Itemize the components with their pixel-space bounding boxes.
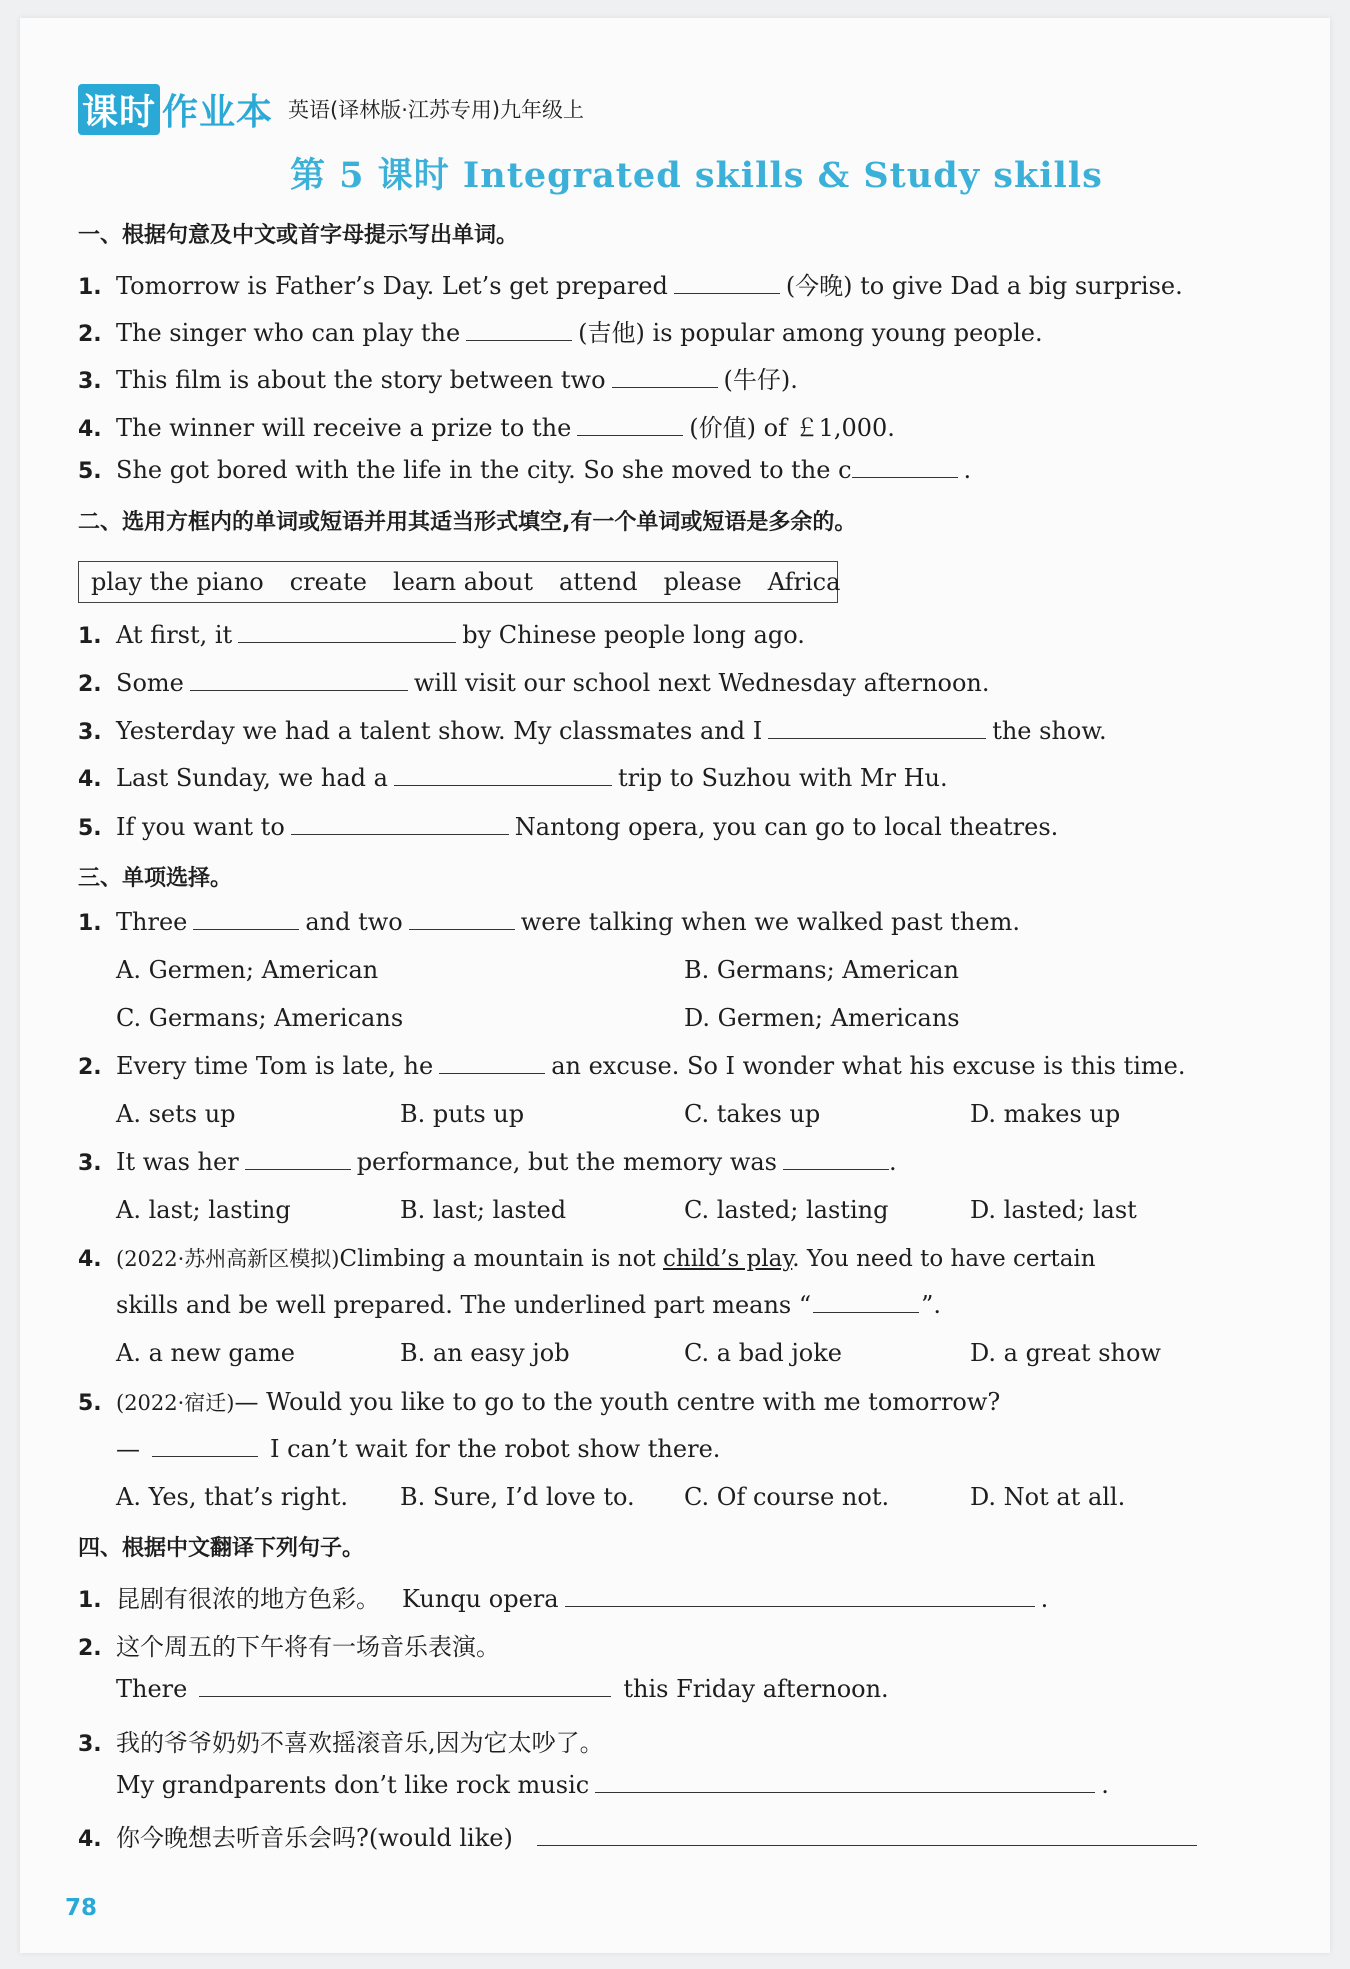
question-source: (2022·宿迁) <box>116 1391 235 1415</box>
answer-blank[interactable] <box>813 1311 919 1313</box>
item-text: Climbing a mountain is not <box>339 1246 656 1272</box>
s2-item-4 <box>78 764 948 792</box>
item-text: . You need to have certain <box>792 1246 1096 1272</box>
section3-heading: 三、单项选择。 <box>78 866 233 891</box>
mc4-option-d[interactable]: D. a great show <box>970 1339 1161 1367</box>
answer-blank[interactable] <box>394 784 612 786</box>
mc2-option-c[interactable]: C. takes up <box>684 1100 821 1128</box>
book-subtitle: 英语(译林版·江苏专用)九年级上 <box>288 98 585 122</box>
mc-question-5 <box>78 1387 1000 1417</box>
tr-item-1 <box>78 1579 1048 1614</box>
item-text: The singer who can play the <box>116 319 461 347</box>
answer-blank[interactable] <box>577 434 683 436</box>
item-number: 5. <box>78 816 102 841</box>
item-text: Kunqu opera <box>402 1585 559 1613</box>
mc-question-5-reply <box>116 1435 720 1463</box>
item-text: (价值) of ￡1,000. <box>689 414 895 442</box>
mc1-option-b[interactable]: B. Germans; American <box>684 956 959 984</box>
item-text: Some <box>116 669 184 697</box>
answer-blank[interactable] <box>238 641 456 643</box>
section4-heading: 四、根据中文翻译下列句子。 <box>78 1536 365 1561</box>
worksheet-page <box>20 18 1330 1953</box>
mc3-option-a[interactable]: A. last; lasting <box>116 1196 291 1224</box>
item-number: 2. <box>78 1636 102 1661</box>
answer-blank[interactable] <box>466 339 572 341</box>
logo-text: 作业本 <box>162 92 274 133</box>
s1-item-3 <box>78 360 798 395</box>
item-text: The winner will receive a prize to the <box>116 414 572 442</box>
word-box <box>78 561 841 603</box>
chinese-sentence: 你今晚想去听音乐会吗?(would like) <box>116 1824 513 1852</box>
item-text: Nantong opera, you can go to local theatres. <box>514 813 1059 841</box>
s1-item-4 <box>78 408 895 443</box>
chinese-sentence: 这个周五的下午将有一场音乐表演。 <box>116 1633 500 1661</box>
item-text: If you want to <box>116 813 285 841</box>
item-number: 4. <box>78 417 102 442</box>
answer-blank[interactable] <box>190 689 408 691</box>
item-text: It was her <box>116 1148 239 1176</box>
item-number: 3. <box>78 720 102 745</box>
chinese-sentence: 昆剧有很浓的地方色彩。 <box>116 1585 380 1613</box>
item-text: were talking when we walked past them. <box>520 908 1020 936</box>
item-text: This film is about the story between two <box>116 366 606 394</box>
mc-question-1 <box>78 908 1020 936</box>
answer-blank[interactable] <box>193 928 299 930</box>
tr-item-2 <box>78 1627 500 1662</box>
question-source: (2022·苏州高新区模拟) <box>116 1247 340 1271</box>
word-option: play the piano <box>91 568 264 596</box>
series-logo <box>78 84 273 135</box>
answer-blank[interactable] <box>537 1844 1197 1846</box>
item-text: skills and be well prepared. The underlined part means “ <box>116 1291 812 1319</box>
item-number: 3. <box>78 1151 102 1176</box>
answer-blank[interactable] <box>612 386 718 388</box>
item-text: (吉他) is popular among young people. <box>578 319 1043 347</box>
item-text: (今晚) to give Dad a big surprise. <box>785 272 1183 300</box>
mc2-option-d[interactable]: D. makes up <box>970 1100 1121 1128</box>
item-text: Three <box>116 908 188 936</box>
item-number: 4. <box>78 767 102 792</box>
item-text: ”. <box>921 1291 942 1319</box>
word-option: Africa <box>767 568 841 596</box>
s2-item-3 <box>78 717 1107 745</box>
item-text: Every time Tom is late, he <box>116 1052 434 1080</box>
item-text: At first, it <box>116 621 233 649</box>
answer-blank[interactable] <box>565 1605 1035 1607</box>
mc2-option-b[interactable]: B. puts up <box>400 1100 525 1128</box>
answer-blank[interactable] <box>595 1791 1095 1793</box>
item-text: I can’t wait for the robot show there. <box>270 1435 721 1463</box>
word-option: create <box>289 568 368 596</box>
item-text: Tomorrow is Father’s Day. Let’s get prepared <box>116 272 668 300</box>
item-number: 1. <box>78 624 102 649</box>
item-number: 2. <box>78 672 102 697</box>
mc4-option-a[interactable]: A. a new game <box>116 1339 295 1367</box>
item-text: the show. <box>992 717 1107 745</box>
s1-item-1 <box>78 266 1183 301</box>
mc1-option-c[interactable]: C. Germans; Americans <box>116 1004 404 1032</box>
item-text: . <box>1040 1585 1049 1613</box>
answer-blank[interactable] <box>152 1455 258 1457</box>
item-text: performance, but the memory was <box>356 1148 777 1176</box>
item-number: 5. <box>78 459 102 484</box>
word-option: attend <box>558 568 638 596</box>
tr-item-3 <box>78 1723 604 1758</box>
mc2-option-a[interactable]: A. sets up <box>116 1100 236 1128</box>
item-number: 4. <box>78 1827 102 1852</box>
mc-question-4 <box>78 1243 1096 1273</box>
item-text: There <box>116 1675 188 1703</box>
item-text: an excuse. So I wonder what his excuse is this time. <box>551 1052 1186 1080</box>
item-text: (牛仔). <box>723 366 798 394</box>
s2-item-1 <box>78 621 805 649</box>
item-text: Yesterday we had a talent show. My classmates and I <box>116 717 763 745</box>
section1-heading: 一、根据句意及中文或首字母提示写出单词。 <box>78 223 519 248</box>
answer-blank[interactable] <box>439 1072 545 1074</box>
word-option: please <box>663 568 742 596</box>
mc5-option-a[interactable]: A. Yes, that’s right. <box>116 1483 348 1511</box>
s1-item-2 <box>78 313 1043 348</box>
mc1-option-a[interactable]: A. Germen; American <box>116 956 379 984</box>
mc3-option-b[interactable]: B. last; lasted <box>400 1196 567 1224</box>
mc-question-2 <box>78 1052 1185 1080</box>
chinese-sentence: 我的爷爷奶奶不喜欢摇滚音乐,因为它太吵了。 <box>116 1729 604 1757</box>
logo-badge: 课时 <box>78 84 160 135</box>
answer-blank[interactable] <box>245 1168 351 1170</box>
mc3-option-d[interactable]: D. lasted; last <box>970 1196 1137 1224</box>
dialogue-dash: — <box>116 1435 140 1463</box>
item-number: 1. <box>78 275 102 300</box>
item-text: trip to Suzhou with Mr Hu. <box>617 764 948 792</box>
tr-item-3-answer <box>116 1771 1109 1799</box>
item-number: 3. <box>78 1732 102 1757</box>
mc1-option-d[interactable]: D. Germen; Americans <box>684 1004 960 1032</box>
mc-question-3 <box>78 1148 897 1176</box>
item-text: and two <box>305 908 403 936</box>
item-text: My grandparents don’t like rock music <box>116 1771 590 1799</box>
mc4-option-c[interactable]: C. a bad joke <box>684 1339 843 1367</box>
item-text: . <box>963 456 972 484</box>
mc3-option-c[interactable]: C. lasted; lasting <box>684 1196 889 1224</box>
s2-item-2 <box>78 669 990 697</box>
answer-blank[interactable] <box>768 737 986 739</box>
answer-blank[interactable] <box>199 1695 611 1697</box>
mc5-option-c[interactable]: C. Of course not. <box>684 1483 890 1511</box>
page-number: 78 <box>65 1895 98 1921</box>
mc4-option-b[interactable]: B. an easy job <box>400 1339 570 1367</box>
section2-heading: 二、选用方框内的单词或短语并用其适当形式填空,有一个单词或短语是多余的。 <box>78 510 857 535</box>
lesson-title: 第 5 课时 Integrated skills & Study skills <box>290 155 1103 196</box>
item-text: She got bored with the life in the city. So she moved to the c <box>116 456 852 484</box>
item-text: by Chinese people long ago. <box>462 621 805 649</box>
underlined-phrase: child’s play <box>663 1246 793 1272</box>
mc-question-4-cont <box>116 1291 941 1319</box>
item-number: 4. <box>78 1247 102 1272</box>
item-text: Last Sunday, we had a <box>116 764 388 792</box>
tr-item-4 <box>78 1818 1203 1853</box>
word-option: learn about <box>393 568 533 596</box>
item-text: — Would you like to go to the youth centre with me tomorrow? <box>234 1388 1001 1416</box>
item-text: . <box>1101 1771 1109 1799</box>
item-text: . <box>888 1148 897 1176</box>
answer-blank[interactable] <box>409 928 515 930</box>
item-number: 1. <box>78 911 102 936</box>
item-number: 5. <box>78 1391 102 1416</box>
item-number: 2. <box>78 1055 102 1080</box>
s2-item-5 <box>78 813 1058 841</box>
answer-blank[interactable] <box>674 292 780 294</box>
mc5-option-d[interactable]: D. Not at all. <box>970 1483 1126 1511</box>
mc5-option-b[interactable]: B. Sure, I’d love to. <box>400 1483 635 1511</box>
answer-blank[interactable] <box>783 1168 889 1170</box>
item-number: 3. <box>78 369 102 394</box>
tr-item-2-answer <box>116 1675 889 1703</box>
item-number: 2. <box>78 322 102 347</box>
answer-blank[interactable] <box>852 476 958 478</box>
answer-blank[interactable] <box>291 833 509 835</box>
item-number: 1. <box>78 1588 102 1613</box>
item-text: this Friday afternoon. <box>623 1675 889 1703</box>
item-text: will visit our school next Wednesday afternoon. <box>413 669 990 697</box>
s1-item-5 <box>78 456 971 484</box>
